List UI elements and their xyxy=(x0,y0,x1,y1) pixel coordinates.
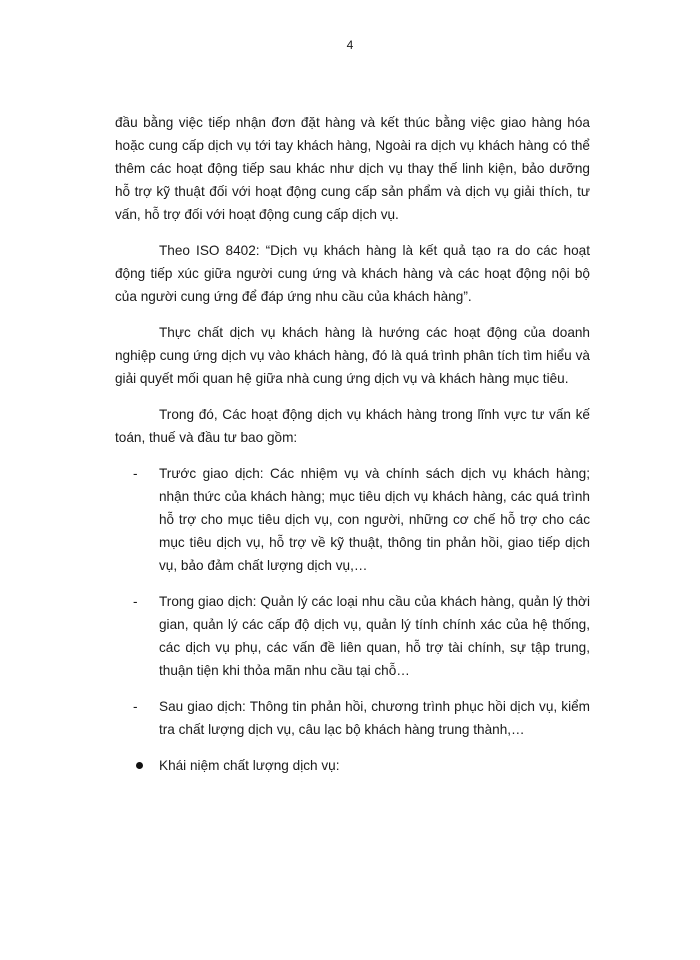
list-item-text: Trong giao dịch: Quản lý các loại nhu cầu của khách hàng, quản lý thời gian, quản lý các cấp độ dịch vụ, quản lý tính chính xác của hệ thống, các dịch vụ phụ, các vấn đề liên quan, hỗ trợ tài chính, sự tập trung, thuận tiện khi thỏa mãn nhu cầu tại chỗ… xyxy=(159,594,590,678)
activities-list xyxy=(115,462,590,741)
list-item-text: Sau giao dịch: Thông tin phản hồi, chương trình phục hồi dịch vụ, kiểm tra chất lượng dịch vụ, câu lạc bộ khách hàng trung thành,… xyxy=(159,699,590,737)
document-body xyxy=(115,111,590,777)
paragraph-activities-intro: Trong đó, Các hoạt động dịch vụ khách hàng trong lĩnh vực tư vấn kế toán, thuế và đầu tư bao gồm: xyxy=(115,407,590,445)
list-item-post-transaction xyxy=(115,695,590,741)
paragraph-service-essence: Thực chất dịch vụ khách hàng là hướng các hoạt động của doanh nghiệp cung ứng dịch vụ vào khách hàng, đó là quá trình phân tích tìm hiểu và giải quyết mối quan hệ giữa nhà cung ứng dịch vụ và khách hàng mục tiêu. xyxy=(115,325,590,386)
list-item-pre-transaction xyxy=(115,462,590,577)
bullet-item-service-quality xyxy=(115,754,590,777)
list-item-text: Trước giao dịch: Các nhiệm vụ và chính sách dịch vụ khách hàng; nhận thức của khách hàng; mục tiêu dịch vụ khách hàng, các quá trình hỗ trợ cho mục tiêu dịch vụ, con người, những cơ chế hỗ trợ cho các mục tiêu dịch vụ, hỗ trợ về kỹ thuật, thông tin phản hồi, giao tiếp dịch vụ, bảo đảm chất lượng dịch vụ,… xyxy=(159,466,590,573)
bullet-dot-icon xyxy=(136,762,143,769)
paragraph-iso-8402-definition: Theo ISO 8402: “Dịch vụ khách hàng là kết quả tạo ra do các hoạt động tiếp xúc giữa người cung ứng và khách hàng và các hoạt động nội bộ của người cung ứng để đáp ứng nhu cầu của khách hàng”. xyxy=(115,243,590,304)
bullet-item-text: Khái niệm chất lượng dịch vụ: xyxy=(159,758,340,773)
list-item-during-transaction xyxy=(115,590,590,682)
dash-marker: - xyxy=(133,594,138,609)
dash-marker: - xyxy=(133,466,138,481)
dash-marker: - xyxy=(133,699,138,714)
paragraph-service-scope: đầu bằng việc tiếp nhận đơn đặt hàng và kết thúc bằng việc giao hàng hóa hoặc cung cấp dịch vụ tới tay khách hàng, Ngoài ra dịch vụ khách hàng có thể thêm các hoạt động tiếp sau khác như dịch vụ thay thế linh kiện, bảo dưỡng hỗ trợ kỹ thuật đối với hoạt động cung cấp sản phẩm và dịch vụ giải thích, tư vấn, hỗ trợ đối với hoạt động cung cấp dịch vụ. xyxy=(115,115,590,222)
page-number: 4 xyxy=(346,38,354,52)
